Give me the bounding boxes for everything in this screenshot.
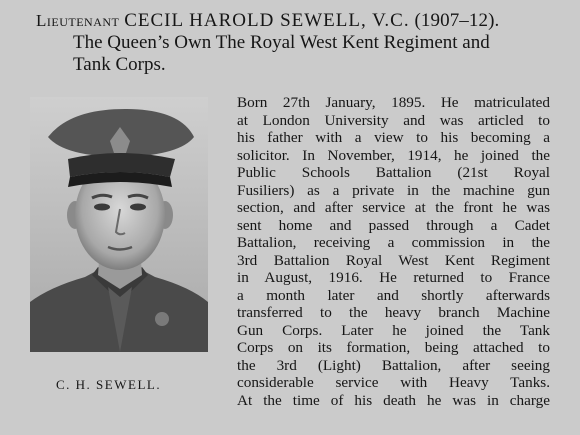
portrait-caption: C. H. SEWELL. [56, 377, 162, 392]
bio-line: transferred to the heavy branch Machine [237, 304, 550, 321]
bio-line: Battalion, receiving a commission in the [237, 234, 550, 251]
officer-rank: Lieutenant [36, 11, 120, 30]
bio-line: a month later and shortly afterwards [237, 286, 550, 304]
school-years: (1907–12). [414, 10, 500, 31]
bio-line: Public Schools Battalion (21st Royal [237, 164, 550, 181]
bio-line: in August, 1916. He returned to France [237, 269, 550, 286]
regiment-line: The Queen’s Own The Royal West Kent Regiment and [73, 32, 490, 53]
bio-line: Corps on its formation, being attached to [237, 339, 550, 356]
bio-line: section, and after service at the front he was [237, 199, 550, 216]
entry-heading [36, 10, 566, 76]
officer-name: CECIL HAROLD SEWELL, V.C. [124, 10, 410, 31]
bio-line: solicitor. In November, 1914, he joined the [237, 146, 550, 164]
bio-line: at London University and was articled to [237, 111, 550, 129]
heading-name-line [36, 10, 566, 32]
bio-line: Fusiliers) as a private in the machine gun [237, 181, 550, 199]
portrait-image [30, 97, 208, 352]
bio-line: Born 27th January, 1895. He matriculated [237, 94, 550, 111]
bio-line: At the time of his death he was in charge [237, 391, 550, 409]
corps-line: Tank Corps. [73, 54, 166, 75]
bio-line: considerable service with Heavy Tanks. [237, 374, 550, 391]
bio-line: Gun Corps. Later he joined the Tank [237, 321, 550, 339]
portrait-photo [30, 97, 208, 352]
biography-text [237, 94, 550, 409]
bio-line: sent home and passed through a Cadet [237, 216, 550, 234]
bio-line: the 3rd (Light) Battalion, after seeing [237, 356, 550, 374]
bio-line: 3rd Battalion Royal West Kent Regiment [237, 251, 550, 269]
bio-line: his father with a view to his becoming a [237, 129, 550, 146]
